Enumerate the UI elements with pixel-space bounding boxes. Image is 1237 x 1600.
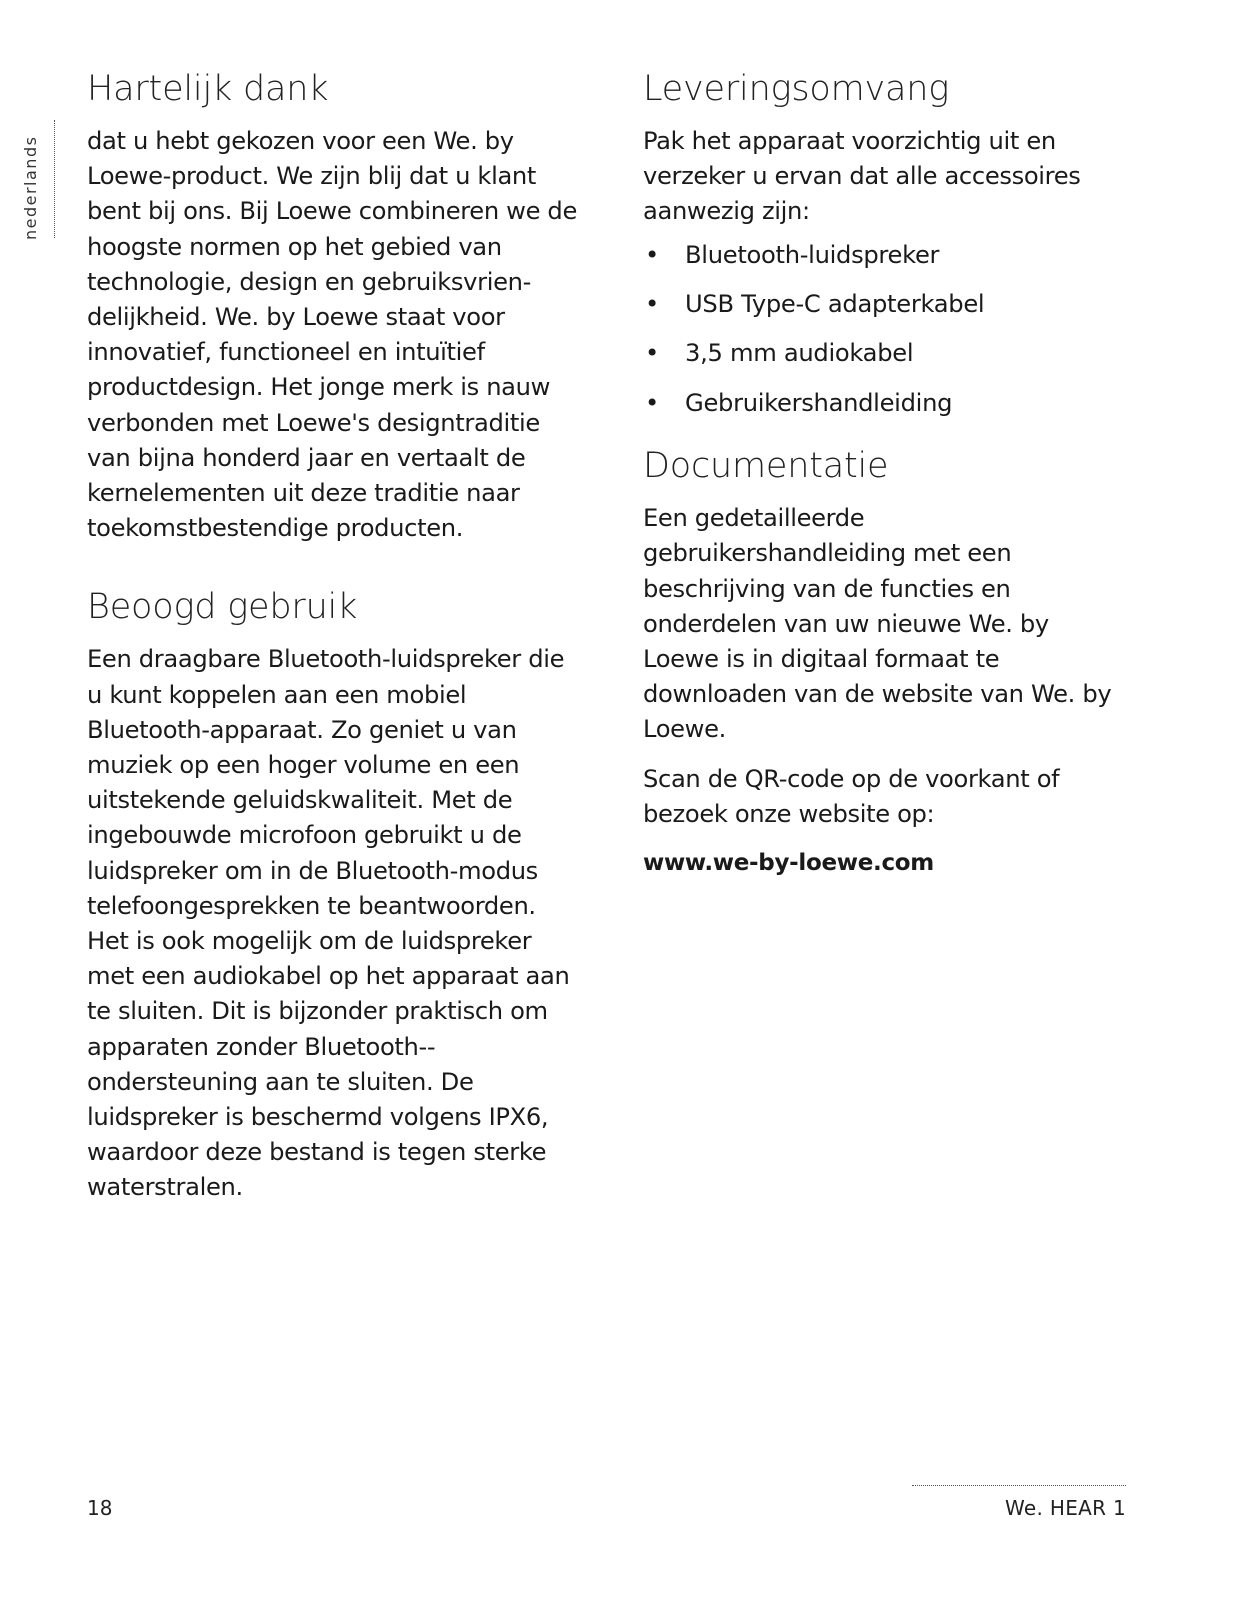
delivery-intro: Pak het apparaat voorzichtig uit en verzeker u ervan dat alle accessoires aanwezig zijn: <box>643 127 1081 226</box>
website-link[interactable]: www.we-by-loewe.com <box>643 850 934 876</box>
bullet-icon: • <box>645 240 659 269</box>
intended-use-paragraph: Een draagbare Bluetooth-luidspreker die u kunt koppelen aan een mobiel Bluetooth-apparaat. Zo geniet u van muziek op een hoger volume en een uitstekende geluidskwaliteit. Met de ingebouwde microfoon gebruikt u de luidspreker om in de Bluetooth-modus telefoongesprekken te beantwoorden. Het is ook mogelijk om de luidspreker met een audiokabel op het apparaat aan te sluiten. Dit is bijzonder praktisch om apparaten zonder Bluetooth--ondersteuning aan te sluiten. De luidspreker is beschermd volgens IPX6, waardoor deze bestand is tegen sterke waterstralen. <box>87 645 570 1202</box>
bullet-icon: • <box>645 339 659 368</box>
list-item-label: Bluetooth-luidspreker <box>685 240 940 269</box>
list-item-label: 3,5 mm audiokabel <box>685 339 914 368</box>
bullet-icon: • <box>645 290 659 318</box>
list-item <box>643 287 1113 322</box>
footer-divider <box>912 1485 1126 1486</box>
bullet-icon: • <box>645 388 659 417</box>
delivery-list <box>643 238 1113 421</box>
list-item <box>643 386 1113 421</box>
list-item <box>643 238 1113 273</box>
language-side-tab <box>20 120 55 238</box>
documentation-heading: Documentatie <box>643 446 889 487</box>
thanks-heading: Hartelijk dank <box>87 69 329 109</box>
intended-use-heading: Beoogd gebruik <box>87 587 358 628</box>
documentation-paragraph: Een gedetailleerde gebruikershandleiding met een beschrijving van de functies en onderdelen van uw nieuwe We. by Loewe is in digitaal formaat te downloaden van de website van We. by Loewe. <box>643 504 1112 744</box>
language-label: nederlands <box>21 135 40 240</box>
delivery-heading: Leveringsomvang <box>643 69 950 109</box>
model-name: We. HEAR 1 <box>1005 1496 1126 1520</box>
right-column <box>643 66 1113 881</box>
list-item-label: USB Type-C adapterkabel <box>685 290 985 318</box>
list-item-label: Gebruikershandleiding <box>685 388 953 417</box>
left-column <box>87 66 577 1206</box>
scan-paragraph: Scan de QR-code op de voorkant of bezoek onze website op: <box>643 764 1060 828</box>
page-number: 18 <box>87 1496 113 1520</box>
list-item <box>643 336 1113 371</box>
thanks-paragraph: dat u hebt gekozen voor een We. by Loewe-product. We zijn blij dat u klant bent bij ons. Bij Loewe combineren we de hoogste normen op het gebied van technologie, design en gebruiksvrien-delijkheid. We. by Loewe staat voor innovatief, functioneel en intuïtief productdesign. Het jonge merk is nauw verbonden met Loewe's designtraditie van bijna honderd jaar en vertaalt de kernelementen uit deze traditie naar toekomstbestendige producten. <box>87 127 577 543</box>
